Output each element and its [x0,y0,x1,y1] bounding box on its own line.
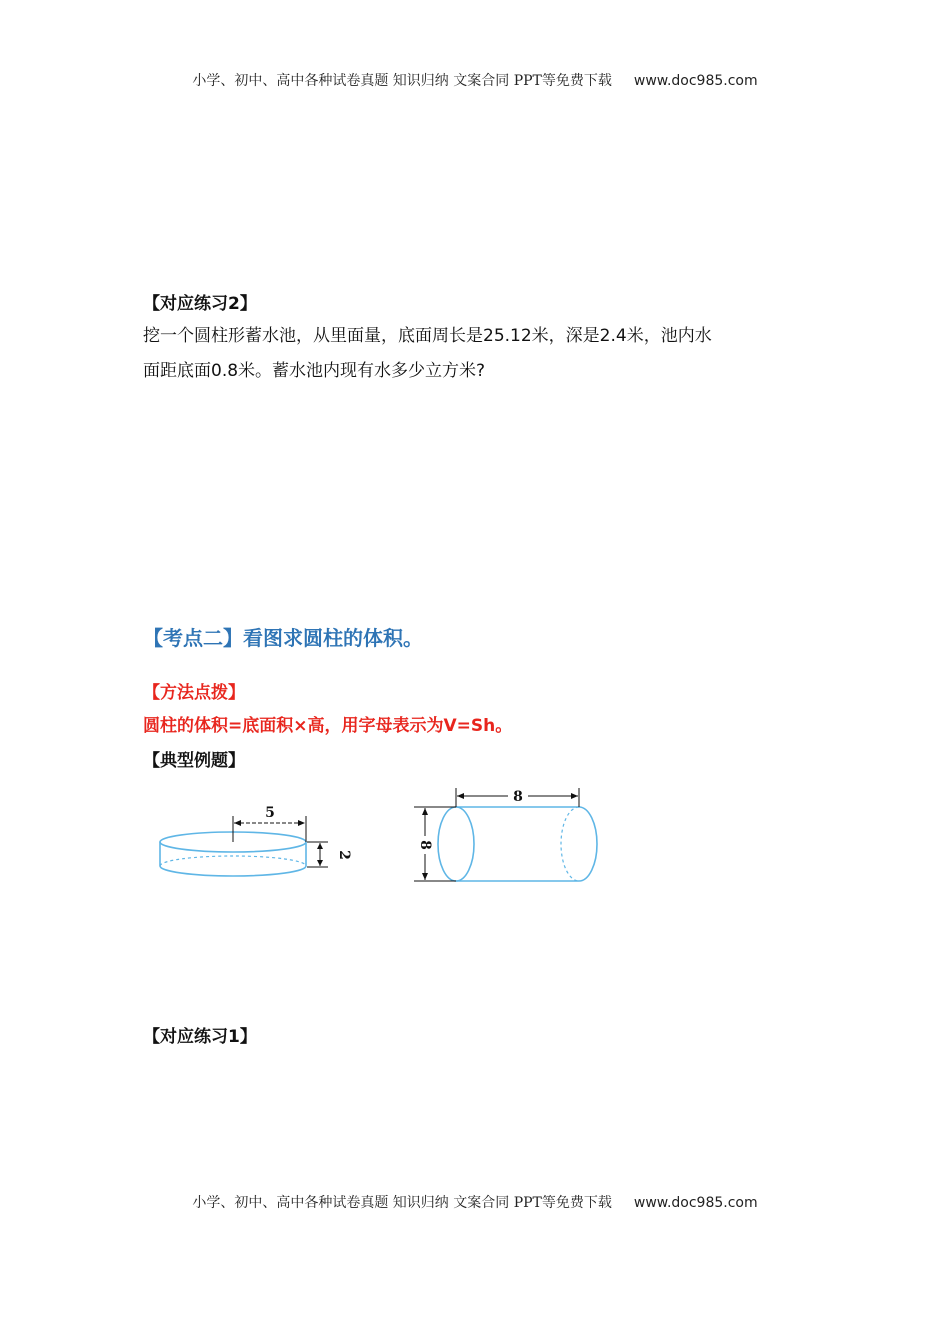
figure-2-length-label: 8 [513,789,523,805]
length-arrow-left [457,793,464,799]
cylinder-1-bottom-back [160,856,306,866]
method-label: 【方法点拨】 [143,683,245,703]
cylinder-2-right-back [561,807,579,881]
diameter-arrow-top [422,808,428,815]
length-arrow-right [571,793,578,799]
diameter-arrow-bottom [422,873,428,880]
exercise-1-label: 【对应练习1】 [143,1027,257,1047]
height-arrow-top [317,843,323,849]
footer-text: 小学、初中、高中各种试卷真题 知识归纳 文案合同 PPT等免费下载 [192,1195,612,1211]
cylinder-figure-1-svg [150,800,360,890]
cylinder-1-bottom-front [160,866,306,876]
method-formula: 圆柱的体积=底面积×高，用字母表示为V=Sh。 [143,716,513,736]
height-arrow-bottom [317,860,323,866]
radius-arrow-left [234,820,241,826]
page-header [0,70,950,90]
exercise-2-line-2: 面距底面0.8米。蓄水池内现有水多少立方米? [143,361,486,381]
cylinder-figure-2 [408,782,608,896]
cylinder-2-left-face [438,807,474,881]
cylinder-figure-1 [150,800,360,894]
example-label: 【典型例题】 [143,751,245,771]
exercise-2-line-1: 挖一个圆柱形蓄水池，从里面量，底面周长是25.12米，深是2.4米，池内水 [143,326,712,346]
key-point-2-title: 【考点二】看图求圆柱的体积。 [143,626,423,650]
figure-1-radius-label: 5 [265,805,275,821]
cylinder-figure-2-svg [408,782,608,892]
footer-site[interactable]: www.doc985.com [633,1195,758,1211]
header-site[interactable]: www.doc985.com [633,73,758,89]
radius-arrow-right [298,820,305,826]
cylinder-2-right-front [579,807,597,881]
figure-2-diameter-label: 8 [417,840,433,850]
exercise-2-label: 【对应练习2】 [143,294,257,314]
page-footer [0,1192,950,1212]
figure-1-height-label: 2 [336,850,352,860]
header-text: 小学、初中、高中各种试卷真题 知识归纳 文案合同 PPT等免费下载 [192,73,612,89]
